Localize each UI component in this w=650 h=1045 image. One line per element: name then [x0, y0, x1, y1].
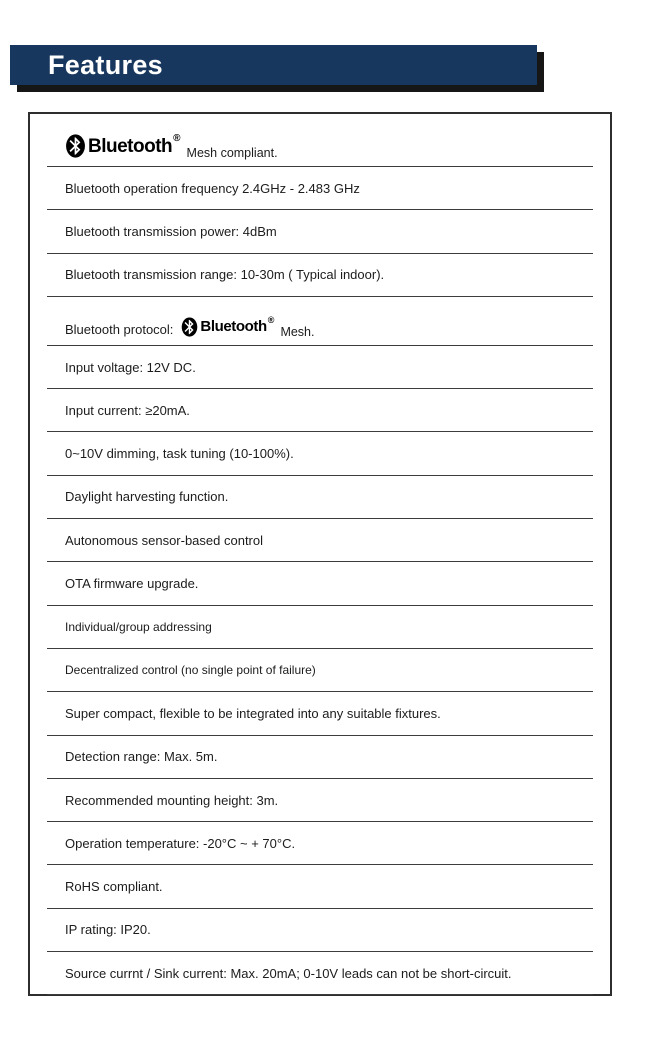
feature-text: Input current: ≥20mA.: [65, 402, 190, 418]
feature-text: Bluetooth transmission range: 10-30m ( Typical indoor).: [65, 267, 385, 283]
feature-text: Autonomous sensor-based control: [65, 532, 264, 548]
section-header: [10, 45, 537, 85]
feature-text: Detection range: Max. 5m.: [65, 749, 218, 765]
features-panel: [28, 112, 612, 996]
feature-text: RoHS compliant.: [65, 879, 163, 895]
feature-text: Mesh compliant.: [186, 146, 278, 160]
feature-text: Operation temperature: -20°C ~ + 70°C.: [65, 835, 296, 851]
feature-text: Bluetooth protocol:: [65, 321, 174, 337]
feature-row: [47, 389, 593, 432]
feature-text: Super compact, flexible to be integrated into any suitable fixtures.: [65, 705, 441, 721]
feature-row: [47, 210, 593, 253]
bluetooth-wordmark: Bluetooth: [88, 135, 173, 157]
bluetooth-logo: [65, 134, 181, 158]
feature-row: [47, 114, 593, 167]
feature-text: Recommended mounting height: 3m.: [65, 792, 279, 808]
feature-text: IP rating: IP20.: [65, 922, 151, 938]
feature-row: [47, 909, 593, 952]
feature-text: OTA firmware upgrade.: [65, 576, 199, 592]
feature-row: [47, 952, 593, 995]
bluetooth-logo: [181, 317, 274, 337]
registered-mark: ®: [173, 133, 181, 144]
feature-row: [47, 606, 593, 649]
feature-row: [47, 822, 593, 865]
feature-row: [47, 519, 593, 562]
feature-row: [47, 736, 593, 779]
feature-row: [47, 779, 593, 822]
feature-row: [47, 346, 593, 389]
feature-row: [47, 692, 593, 735]
registered-mark: ®: [267, 315, 275, 326]
feature-text: 0~10V dimming, task tuning (10-100%).: [65, 446, 294, 462]
feature-row: [47, 649, 593, 692]
feature-row: [47, 297, 593, 346]
feature-text: Decentralized control (no single point of failure): [65, 663, 316, 678]
feature-row: [47, 865, 593, 908]
feature-row: [47, 254, 593, 297]
section-title: Features: [48, 49, 163, 80]
feature-text: Daylight harvesting function.: [65, 489, 229, 505]
feature-text: Source currnt / Sink current: Max. 20mA; 0-10V leads can not be short-circuit.: [65, 965, 512, 981]
feature-row: [47, 476, 593, 519]
feature-row: [47, 562, 593, 605]
feature-row: [47, 167, 593, 210]
feature-text: Input voltage: 12V DC.: [65, 359, 196, 375]
feature-text: Bluetooth transmission power: 4dBm: [65, 223, 277, 239]
feature-text: Bluetooth operation frequency 2.4GHz - 2.483 GHz: [65, 180, 360, 196]
bluetooth-icon: [181, 317, 198, 337]
feature-text: Mesh.: [280, 324, 315, 339]
feature-row: [47, 432, 593, 475]
bluetooth-wordmark: Bluetooth: [200, 318, 267, 336]
feature-text: Individual/group addressing: [65, 619, 212, 634]
bluetooth-icon: [65, 134, 86, 158]
